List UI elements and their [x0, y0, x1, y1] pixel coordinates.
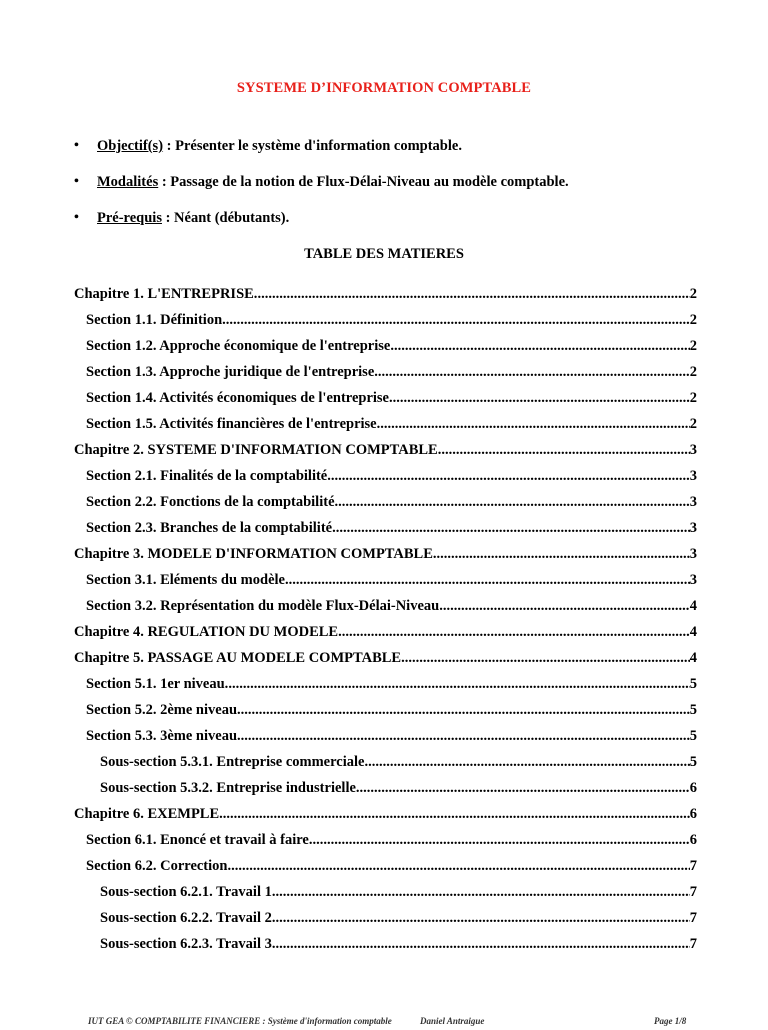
toc-entry[interactable]: [74, 518, 697, 544]
toc-leader-dots: [380, 414, 690, 434]
toc-leader-dots: [401, 648, 690, 668]
toc-entry-label: Section 6.1. Enoncé et travail à faire.: [86, 832, 313, 848]
toc-entry-label: Section 1.4. Activités économiques de l'entreprise: [86, 390, 389, 406]
toc-leader-dots: [241, 726, 690, 746]
toc-entry[interactable]: [74, 310, 697, 336]
toc-entry-label: Section 6.2. Correction.: [86, 858, 232, 874]
toc-entry[interactable]: [74, 752, 697, 778]
toc-entry-label: Section 2.2. Fonctions de la comptabilité.: [86, 494, 339, 510]
toc-leader-dots: [437, 544, 690, 564]
toc-entry[interactable]: [74, 700, 697, 726]
page-footer: [88, 1016, 708, 1030]
toc-entry-label: Section 3.1. Eléments du modèle.: [86, 572, 289, 588]
toc-page-number: 3: [689, 442, 697, 458]
toc-entry-label: Chapitre 2. SYSTEME D'INFORMATION COMPTABLE: [74, 442, 438, 458]
document-title: SYSTEME D’INFORMATION COMPTABLE: [236, 80, 532, 96]
toc-page-number: 5: [689, 728, 697, 744]
toc-page-number: 6: [689, 832, 697, 848]
toc-entry[interactable]: [74, 804, 697, 830]
toc-page-number: 7: [689, 858, 697, 874]
toc-page-number: 2: [689, 390, 697, 406]
toc-leader-dots: [394, 336, 690, 356]
bullet-text: : Néant (débutants).: [161, 210, 290, 226]
toc-page-number: 7: [689, 936, 697, 952]
toc-entry-label: Section 2.3. Branches de la comptabilité.: [86, 520, 336, 536]
toc-entry-label: Section 1.1. Définition.: [86, 312, 226, 328]
toc-entry-label: Chapitre 4. REGULATION DU MODELE.: [74, 624, 342, 640]
toc-entry[interactable]: [74, 882, 697, 908]
toc-entry-label: Chapitre 6. EXEMPLE: [74, 806, 220, 822]
toc-page-number: 3: [689, 520, 697, 536]
toc-entry[interactable]: [74, 908, 697, 934]
bullet-text: : Présenter le système d'information comptable.: [163, 138, 462, 154]
toc-leader-dots: [336, 518, 690, 538]
toc-leader-dots: [289, 570, 690, 590]
footer-page-number: Page 1/8: [654, 1016, 687, 1026]
toc-page-number: 7: [689, 884, 697, 900]
toc-entry-label: Section 2.1. Finalités de la comptabilité: [86, 468, 328, 484]
toc-entry-label: Chapitre 5. PASSAGE AU MODELE COMPTABLE: [74, 650, 402, 666]
toc-entry-label: Section 1.3. Approche juridique de l'entreprise.: [86, 364, 378, 380]
toc-page-number: 6: [689, 780, 697, 796]
toc-entry-label: Section 3.2. Représentation du modèle Flux-Délai-Niveau.: [86, 598, 443, 614]
toc-page-number: 2: [689, 312, 697, 328]
bullet-key: Modalités: [97, 174, 159, 190]
objectives-list: [74, 136, 569, 244]
toc-leader-dots: [257, 284, 689, 304]
toc-page-number: 2: [689, 416, 697, 432]
toc-entry[interactable]: [74, 596, 697, 622]
toc-page-number: 7: [689, 910, 697, 926]
toc-entry-label: Section 5.1. 1er niveau.: [86, 676, 229, 692]
toc-leader-dots: [368, 752, 690, 772]
toc-leader-dots: [342, 622, 690, 642]
toc-page-number: 3: [689, 494, 697, 510]
toc-entry-label: Sous-section 5.3.2. Entreprise industrielle.: [100, 780, 360, 796]
toc-leader-dots: [378, 362, 690, 382]
modalites-item: [74, 172, 569, 208]
toc-leader-dots: [389, 388, 690, 408]
toc-entry-label: Chapitre 3. MODELE D'INFORMATION COMPTABLE.: [74, 546, 437, 562]
toc-leader-dots: [226, 310, 690, 330]
table-of-contents: [74, 284, 697, 960]
objective-item: [74, 136, 569, 172]
toc-page-number: 2: [689, 286, 697, 302]
footer-author: Daniel Antraigue: [420, 1016, 485, 1026]
toc-entry[interactable]: [74, 622, 697, 648]
toc-entry[interactable]: [74, 336, 697, 362]
toc-page-number: 3: [689, 468, 697, 484]
toc-entry[interactable]: [74, 934, 697, 960]
toc-entry[interactable]: [74, 726, 697, 752]
toc-entry-label: Section 5.2. 2ème niveau.: [86, 702, 241, 718]
toc-leader-dots: [276, 908, 690, 928]
toc-entry-label: Sous-section 6.2.3. Travail 3.: [100, 936, 276, 952]
toc-entry[interactable]: [74, 674, 697, 700]
toc-leader-dots: [338, 492, 690, 512]
toc-entry-label: Section 1.2. Approche économique de l'entreprise.: [86, 338, 394, 354]
toc-leader-dots: [228, 674, 689, 694]
toc-entry[interactable]: [74, 570, 697, 596]
toc-entry[interactable]: [74, 830, 697, 856]
bullet-icon: •: [74, 138, 79, 153]
toc-page-number: 4: [689, 598, 697, 614]
toc-leader-dots: [231, 856, 690, 876]
toc-heading: TABLE DES MATIERES: [304, 246, 464, 262]
prerequis-item: [74, 208, 569, 244]
toc-entry[interactable]: [74, 284, 697, 310]
toc-entry[interactable]: [74, 856, 697, 882]
toc-entry[interactable]: [74, 440, 697, 466]
toc-entry-label: Sous-section 5.3.1. Entreprise commerciale.: [100, 754, 369, 770]
toc-leader-dots: [241, 700, 690, 720]
toc-page-number: 3: [689, 546, 697, 562]
toc-page-number: 6: [689, 806, 697, 822]
bullet-icon: •: [74, 210, 79, 225]
toc-page-number: 5: [689, 702, 697, 718]
toc-page-number: 5: [689, 754, 697, 770]
toc-entry[interactable]: [74, 778, 697, 804]
toc-leader-dots: [438, 440, 690, 460]
bullet-key: Objectif(s): [97, 138, 164, 154]
toc-leader-dots: [327, 466, 690, 486]
toc-page-number: 2: [689, 364, 697, 380]
toc-leader-dots: [360, 778, 690, 798]
footer-left: IUT GEA © COMPTABILITE FINANCIERE : Système d'information comptable: [88, 1016, 392, 1026]
toc-leader-dots: [443, 596, 690, 616]
toc-leader-dots: [276, 934, 690, 954]
toc-entry[interactable]: [74, 544, 697, 570]
toc-page-number: 5: [689, 676, 697, 692]
toc-leader-dots: [219, 804, 690, 824]
toc-entry[interactable]: [74, 492, 697, 518]
toc-entry[interactable]: [74, 414, 697, 440]
bullet-text: : Passage de la notion de Flux-Délai-Niveau au modèle comptable.: [158, 174, 569, 190]
toc-entry[interactable]: [74, 362, 697, 388]
toc-entry[interactable]: [74, 466, 697, 492]
bullet-icon: •: [74, 174, 79, 189]
toc-leader-dots: [312, 830, 689, 850]
toc-page-number: 4: [689, 650, 697, 666]
toc-entry-label: Section 5.3. 3ème niveau.: [86, 728, 241, 744]
bullet-key: Pré-requis: [97, 210, 162, 226]
toc-page-number: 2: [689, 338, 697, 354]
toc-entry-label: Section 1.5. Activités financières de l'entreprise.: [86, 416, 381, 432]
toc-entry[interactable]: [74, 648, 697, 674]
toc-page-number: 4: [689, 624, 697, 640]
toc-leader-dots: [276, 882, 690, 902]
toc-entry-label: Chapitre 1. L'ENTREPRISE.: [74, 286, 258, 302]
toc-entry-label: Sous-section 6.2.2. Travail 2.: [100, 910, 276, 926]
toc-entry-label: Sous-section 6.2.1. Travail 1.: [100, 884, 276, 900]
toc-entry[interactable]: [74, 388, 697, 414]
toc-page-number: 3: [689, 572, 697, 588]
